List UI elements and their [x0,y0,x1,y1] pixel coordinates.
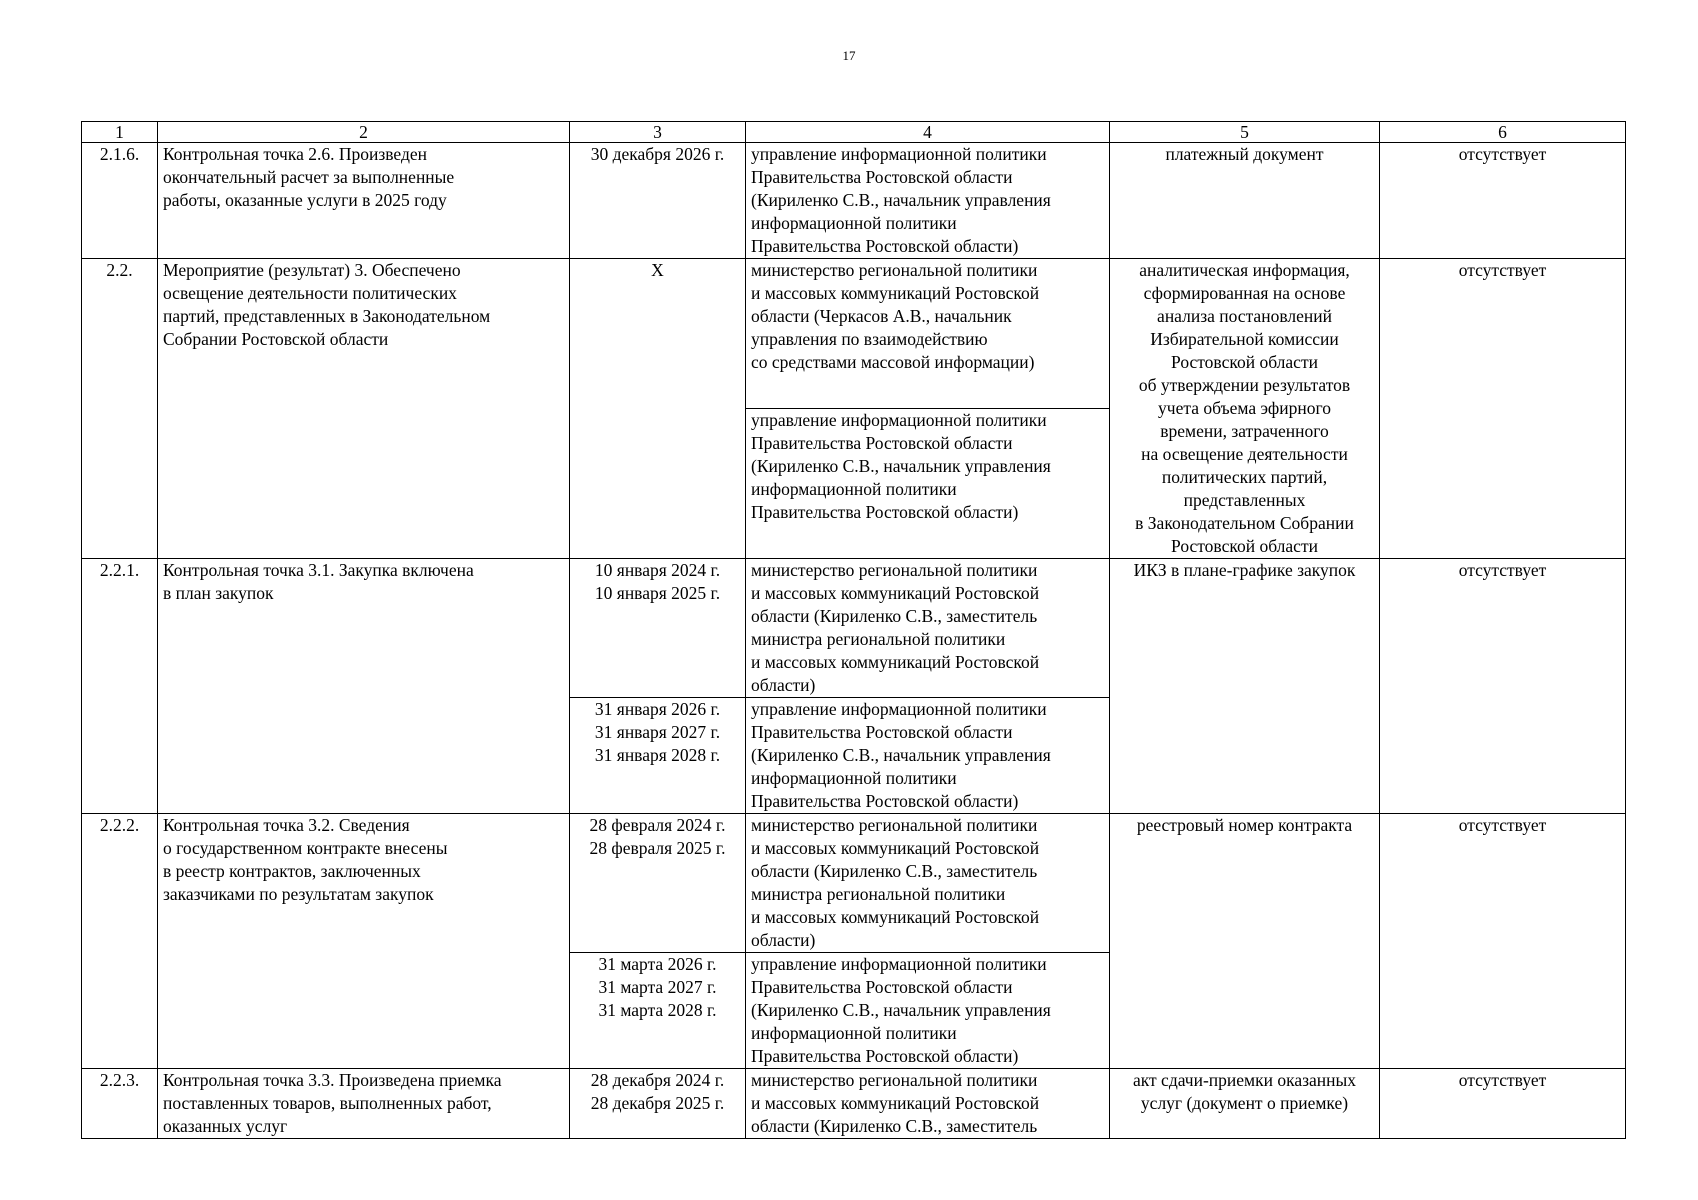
row-responsible: управление информационной политики Правительства Ростовской области (Кириленко С.В., начальник управления информационной политики Правительства Ростовской области) [746,409,1110,559]
row-name: Контрольная точка 3.3. Произведена приемка поставленных товаров, выполненных работ, оказанных услуг [158,1069,570,1139]
row-date: 31 января 2026 г. 31 января 2027 г. 31 января 2028 г. [570,698,746,814]
header-cell: 4 [746,122,1110,143]
row-document: ИКЗ в плане-графике закупок [1110,559,1380,814]
header-cell: 2 [158,122,570,143]
row-responsible: министерство региональной политики и массовых коммуникаций Ростовской области (Кириленко С.В., заместитель министра региональной политики и массовых коммуникаций Ростовской области) [746,814,1110,953]
row-date: 28 декабря 2024 г. 28 декабря 2025 г. [570,1069,746,1139]
row-status: отсутствует [1380,814,1626,1069]
header-cell: 5 [1110,122,1380,143]
row-document: акт сдачи-приемки оказанных услуг (документ о приемке) [1110,1069,1380,1139]
table-row [82,143,1626,259]
row-document: реестровый номер контракта [1110,814,1380,1069]
row-date: 31 марта 2026 г. 31 марта 2027 г. 31 марта 2028 г. [570,953,746,1069]
row-number: 2.2.2. [82,814,158,1069]
row-responsible: министерство региональной политики и массовых коммуникаций Ростовской области (Кириленко С.В., заместитель [746,1069,1110,1139]
header-cell: 6 [1380,122,1626,143]
row-date: 30 декабря 2026 г. [570,143,746,259]
table-row [82,1069,1626,1139]
row-date: 10 января 2024 г. 10 января 2025 г. [570,559,746,698]
table-row [82,559,1626,698]
row-status: отсутствует [1380,1069,1626,1139]
row-document: аналитическая информация, сформированная на основе анализа постановлений Избирательной комиссии Ростовской области об утверждении результатов учета объема эфирного времени, затраченного на освещение деятельности политических партий, представленных в Законодательном Собрании Ростовской области [1110,259,1380,559]
row-status: отсутствует [1380,143,1626,259]
header-cell: 1 [82,122,158,143]
plan-table [81,121,1626,1139]
header-cell: 3 [570,122,746,143]
row-responsible: министерство региональной политики и массовых коммуникаций Ростовской области (Кириленко С.В., заместитель министра региональной политики и массовых коммуникаций Ростовской области) [746,559,1110,698]
row-number: 2.2.3. [82,1069,158,1139]
row-name: Контрольная точка 3.2. Сведения о государственном контракте внесены в реестр контрактов, заключенных заказчиками по результатам закупок [158,814,570,1069]
row-responsible: управление информационной политики Правительства Ростовской области (Кириленко С.В., начальник управления информационной политики Правительства Ростовской области) [746,143,1110,259]
row-date: 28 февраля 2024 г. 28 февраля 2025 г. [570,814,746,953]
row-number: 2.2.1. [82,559,158,814]
row-name: Мероприятие (результат) 3. Обеспечено освещение деятельности политических партий, представленных в Законодательном Собрании Ростовской области [158,259,570,559]
row-responsible: управление информационной политики Правительства Ростовской области (Кириленко С.В., начальник управления информационной политики Правительства Ростовской области) [746,953,1110,1069]
page-number: 17 [842,48,856,63]
row-responsible: министерство региональной политики и массовых коммуникаций Ростовской области (Черкасов А.В., начальник управления по взаимодействию со средствами массовой информации) [746,259,1110,409]
row-status: отсутствует [1380,559,1626,814]
row-date: X [570,259,746,559]
row-status: отсутствует [1380,259,1626,559]
row-document: платежный документ [1110,143,1380,259]
row-number: 2.2. [82,259,158,559]
table-row [82,814,1626,953]
row-name: Контрольная точка 2.6. Произведен окончательный расчет за выполненные работы, оказанные услуги в 2025 году [158,143,570,259]
table-row [82,259,1626,409]
header-row [82,122,1626,143]
row-name: Контрольная точка 3.1. Закупка включена в план закупок [158,559,570,814]
row-responsible: управление информационной политики Правительства Ростовской области (Кириленко С.В., начальник управления информационной политики Правительства Ростовской области) [746,698,1110,814]
row-number: 2.1.6. [82,143,158,259]
